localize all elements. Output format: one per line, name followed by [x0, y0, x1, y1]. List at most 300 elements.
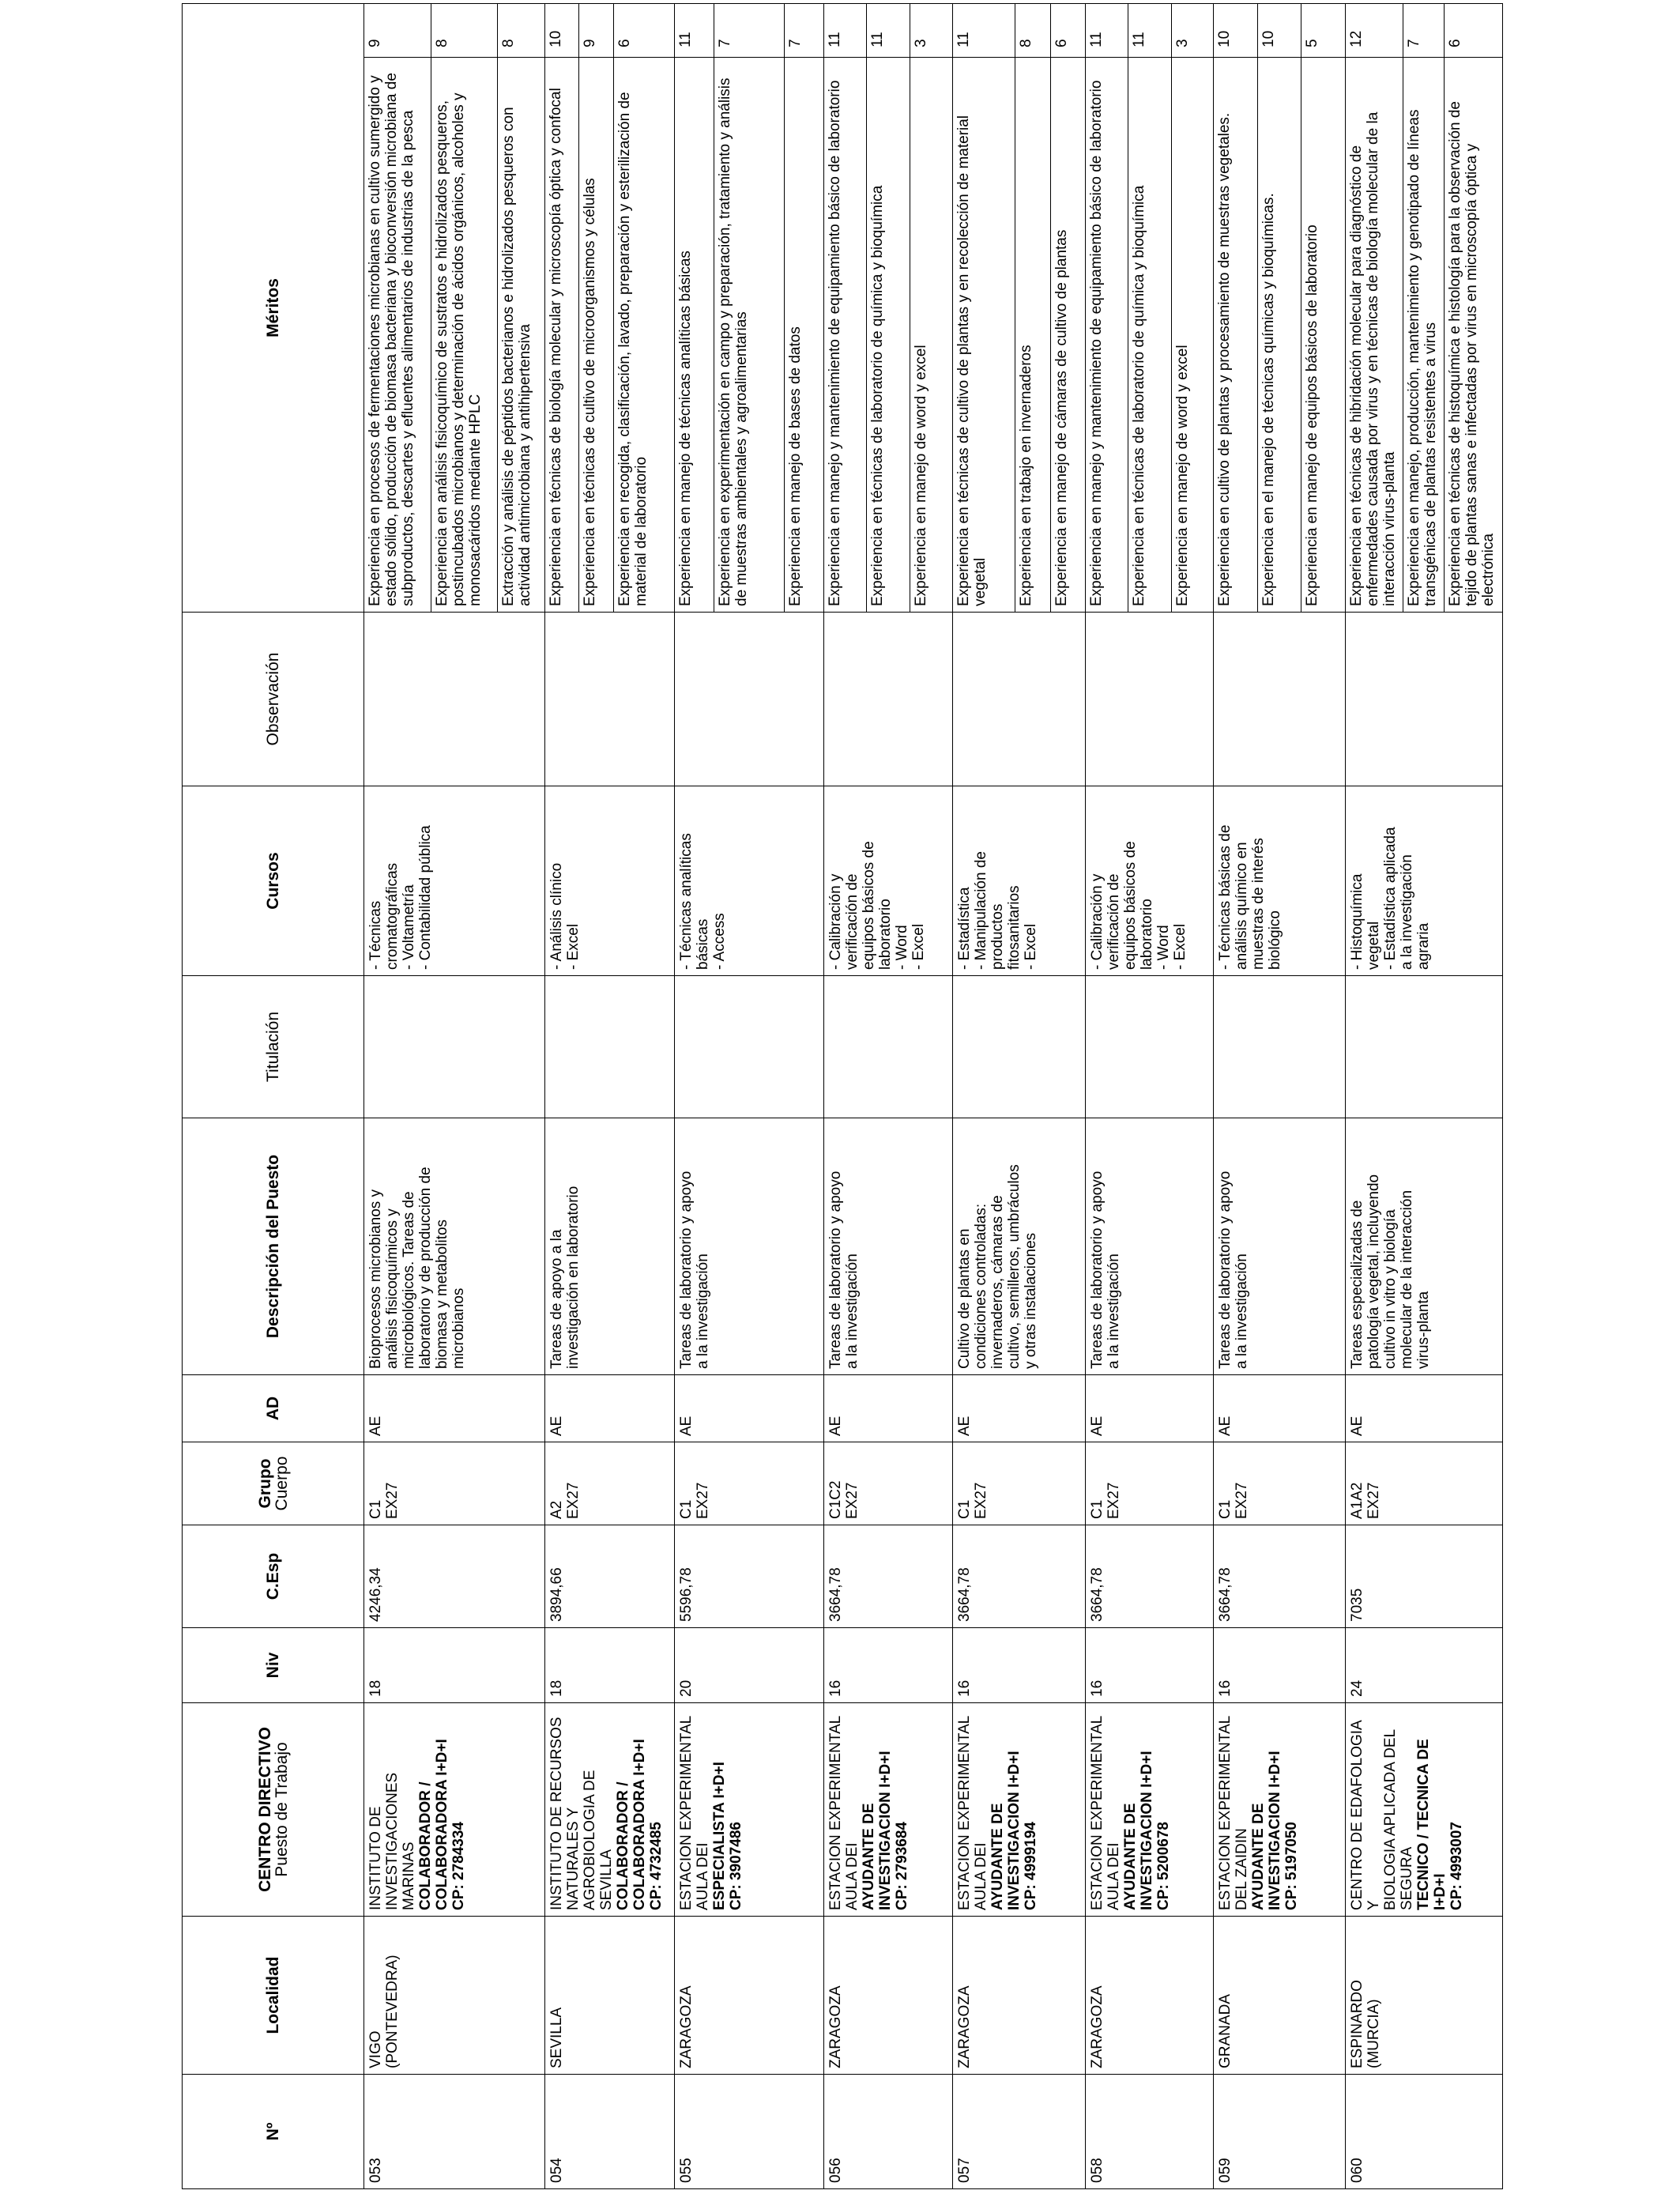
curso-line: básicas	[694, 918, 711, 970]
merito-points: 7	[784, 4, 823, 58]
puesto-line: CP: 4999194	[1023, 1822, 1040, 1910]
cuerpo-value: EX27	[694, 1482, 711, 1519]
curso-line: a la investigación	[1398, 854, 1415, 970]
header-observacion: Observación	[183, 613, 364, 786]
curso-line: - Técnicas básicas de	[1217, 824, 1234, 970]
merito-line: Experiencia en técnicas de cultivo de microorganismos y células	[582, 178, 599, 606]
cursos-cell	[544, 786, 674, 976]
header-grupo	[183, 1442, 364, 1525]
descripcion-line: Cultivo de plantas en	[956, 1228, 974, 1369]
merito-row	[498, 4, 544, 612]
header-ad: AD	[183, 1375, 364, 1442]
merito-line: interacción virus-planta	[1381, 451, 1398, 606]
centro-cell	[1345, 1703, 1502, 1917]
centro-cell	[1214, 1703, 1345, 1917]
merito-line: Experiencia en manejo de word y excel	[1173, 345, 1191, 606]
ad-cell: AE	[674, 1375, 823, 1442]
curso-line: biológico	[1267, 910, 1284, 970]
cursos-cell	[1214, 786, 1345, 976]
grupo-value: C1	[1089, 1499, 1106, 1519]
cursos-cell	[953, 786, 1086, 976]
localidad-cell	[953, 1917, 1086, 2075]
merito-row	[1214, 4, 1257, 612]
curso-line: - Word	[894, 925, 911, 970]
niv-cell: 18	[364, 1628, 545, 1703]
merito-text	[1214, 58, 1257, 613]
cesp-cell: 3664,78	[953, 1525, 1086, 1628]
descripcion-line: condiciones controladas:	[973, 1203, 990, 1369]
merito-line: Experiencia en técnicas de laboratorio de química y bioquímica	[869, 185, 887, 606]
centro-line: AULA DEI	[694, 1842, 711, 1910]
grupo-cell	[1086, 1442, 1214, 1525]
puesto-line: CP: 4993007	[1448, 1822, 1465, 1910]
cursos-cell	[1086, 786, 1214, 976]
descripcion-line: a la investigación	[694, 1253, 711, 1369]
merito-line: Experiencia en el manejo de técnicas químicas y bioquímicas.	[1260, 193, 1277, 606]
meritos-table	[824, 4, 952, 612]
merito-points: 11	[867, 4, 910, 58]
merito-points: 5	[1301, 4, 1345, 58]
descripcion-cell	[824, 1118, 953, 1375]
merito-text	[1128, 58, 1171, 613]
table-row	[674, 4, 823, 2189]
puesto-line: COLABORADOR /	[614, 1781, 631, 1910]
meritos-table	[364, 4, 544, 612]
niv-cell: 16	[1086, 1628, 1214, 1703]
descripcion-cell	[674, 1118, 823, 1375]
merito-text	[1403, 58, 1445, 613]
localidad-line: (PONTEVEDRA)	[384, 1955, 401, 2068]
header-descripcion: Descripción del Puesto	[183, 1118, 364, 1375]
observacion-cell	[1345, 613, 1502, 786]
grupo-value: A2	[548, 1500, 565, 1519]
header-centro	[183, 1703, 364, 1917]
meritos-cell	[1345, 4, 1502, 613]
merito-points: 11	[953, 4, 1015, 58]
curso-line: - Contabilidad pública	[417, 825, 434, 970]
table-row	[544, 4, 674, 2189]
niv-cell: 20	[674, 1628, 823, 1703]
grupo-cell	[544, 1442, 674, 1525]
curso-line: - Análisis clínico	[548, 862, 565, 970]
localidad-line: (MURCIA)	[1365, 1999, 1382, 2068]
niv-cell: 16	[1214, 1628, 1345, 1703]
titulacion-cell	[953, 976, 1086, 1118]
merito-text	[431, 58, 498, 613]
ad-cell: AE	[1214, 1375, 1345, 1442]
merito-points: 9	[579, 4, 614, 58]
curso-line: - Técnicas analíticas	[677, 833, 695, 970]
merito-line: transgénicas de plantas resistentes a virus	[1422, 322, 1440, 606]
merito-row	[1301, 4, 1345, 612]
curso-line: - Calibración y	[1089, 873, 1106, 970]
localidad-line: ESPINARDO	[1348, 1980, 1365, 2068]
row-number: 060	[1345, 2075, 1502, 2189]
merito-line: monosacáridos mediante HPLC	[466, 394, 484, 606]
merito-line: Experiencia en manejo de bases de datos	[786, 326, 804, 606]
puesto-line: AYUDANTE DE	[1250, 1803, 1268, 1910]
merito-points: 6	[1445, 4, 1502, 58]
merito-text	[824, 58, 867, 613]
row-number: 054	[544, 2075, 674, 2189]
curso-line: - Excel	[1023, 923, 1040, 970]
curso-line: fitosanitarios	[1006, 885, 1023, 970]
merito-text	[498, 58, 544, 613]
merito-text	[614, 58, 674, 613]
curso-line: laboratorio	[1139, 899, 1156, 970]
meritos-cell	[1086, 4, 1214, 613]
grupo-value: C1	[956, 1499, 974, 1519]
grupo-cell	[364, 1442, 545, 1525]
merito-line: Experiencia en análisis fisicoquímico de sustratos e hidrolizados pesqueros,	[433, 100, 450, 606]
header-row	[183, 4, 364, 2189]
vacancies-table	[182, 3, 1503, 2189]
descripcion-cell	[544, 1118, 674, 1375]
meritos-table	[675, 4, 823, 612]
meritos-cell	[1214, 4, 1345, 613]
merito-row	[953, 4, 1015, 612]
cursos-cell	[674, 786, 823, 976]
cesp-cell: 5596,78	[674, 1525, 823, 1628]
localidad-line: SEVILLA	[548, 2007, 565, 2068]
merito-row	[1445, 4, 1502, 612]
descripcion-line: Tareas de laboratorio y apoyo	[1217, 1171, 1234, 1369]
merito-line: actividad antimicrobiana y antihipertensiva	[517, 324, 534, 606]
ad-cell: AE	[953, 1375, 1086, 1442]
merito-line: Experiencia en manejo de técnicas analíticas básicas	[676, 251, 694, 606]
centro-cell	[953, 1703, 1086, 1917]
merito-row	[1257, 4, 1301, 612]
curso-line: equipos básicos de	[861, 841, 878, 970]
centro-line: CENTRO DE EDAFOLOGIA Y	[1348, 1721, 1382, 1910]
curso-line: equipos básicos de	[1122, 841, 1139, 970]
merito-line: estado sólido, producción de biomasa bacteriana y bioconversión microbiana de	[383, 73, 400, 606]
grupo-value: C1	[1217, 1499, 1234, 1519]
merito-points: 11	[1086, 4, 1128, 58]
niv-cell: 24	[1345, 1628, 1502, 1703]
descripcion-cell	[1086, 1118, 1214, 1375]
puesto-line: CP: 5197050	[1283, 1822, 1301, 1910]
cursos-cell	[824, 786, 953, 976]
row-number: 059	[1214, 2075, 1345, 2189]
puesto-line: INVESTIGACION I+D+I	[1139, 1751, 1156, 1910]
merito-line: postincubados microbianos y determinación de ácidos orgánicos, alcoholes y	[450, 92, 467, 606]
merito-line: Experiencia en manejo y mantenimiento de equipamiento básico de laboratorio	[1088, 80, 1106, 606]
descripcion-line: a la investigación	[1234, 1253, 1251, 1369]
centro-line: AULA DEI	[1106, 1842, 1123, 1910]
curso-line: verificación de	[1106, 873, 1123, 970]
localidad-line: ZARAGOZA	[956, 1985, 974, 2068]
centro-line: INVESTIGACIONES MARINAS	[384, 1772, 417, 1910]
centro-line: ESTACION EXPERIMENTAL	[677, 1715, 695, 1910]
merito-points: 8	[431, 4, 498, 58]
localidad-line: ZARAGOZA	[677, 1985, 695, 2068]
puesto-line: INVESTIGACION I+D+I	[1006, 1751, 1023, 1910]
curso-line: - Word	[1155, 925, 1173, 970]
descripcion-line: cultivo, semilleros, umbráculos	[1006, 1164, 1023, 1369]
descripcion-cell	[1345, 1118, 1502, 1375]
merito-points: 10	[545, 4, 579, 58]
merito-row	[364, 4, 431, 612]
cuerpo-value: EX27	[1365, 1482, 1382, 1519]
header-cursos: Cursos	[183, 786, 364, 976]
descripcion-line: Tareas de laboratorio y apoyo	[1089, 1171, 1106, 1369]
centro-cell	[364, 1703, 545, 1917]
cuerpo-value: EX27	[1234, 1482, 1251, 1519]
merito-text	[867, 58, 910, 613]
localidad-line: VIGO	[367, 2030, 384, 2068]
merito-row	[1403, 4, 1445, 612]
localidad-line: ZARAGOZA	[1089, 1985, 1106, 2068]
cesp-cell: 3894,66	[544, 1525, 674, 1628]
row-number: 057	[953, 2075, 1086, 2189]
titulacion-cell	[1345, 976, 1502, 1118]
row-number: 055	[674, 2075, 823, 2189]
localidad-cell	[544, 1917, 674, 2075]
centro-cell	[824, 1703, 953, 1917]
curso-line: análisis químico en	[1234, 842, 1251, 970]
header-num: Nº	[183, 2075, 364, 2189]
merito-line: enfermedades causada por virus y en técnicas de biología molecular de la	[1364, 111, 1381, 606]
table-body	[364, 4, 1503, 2189]
curso-line: verificación de	[844, 873, 861, 970]
observacion-cell	[1086, 613, 1214, 786]
merito-row	[824, 4, 867, 612]
descripcion-cell	[953, 1118, 1086, 1375]
descripcion-line: Tareas de apoyo a la	[548, 1229, 565, 1369]
curso-line: - Calibración y	[827, 873, 845, 970]
meritos-cell	[364, 4, 545, 613]
descripcion-line: Tareas de laboratorio y apoyo	[677, 1171, 695, 1369]
centro-line: INSTITUTO DE	[367, 1806, 384, 1910]
observacion-cell	[364, 613, 545, 786]
merito-row	[1015, 4, 1050, 612]
observacion-cell	[544, 613, 674, 786]
merito-row	[614, 4, 674, 612]
merito-points: 3	[1171, 4, 1213, 58]
merito-points: 11	[1128, 4, 1171, 58]
niv-cell: 16	[953, 1628, 1086, 1703]
titulacion-cell	[824, 976, 953, 1118]
centro-line: AGROBIOLOGIA DE SEVILLA	[581, 1770, 615, 1910]
cursos-cell	[1345, 786, 1502, 976]
meritos-cell	[824, 4, 953, 613]
puesto-line: CP: 5200678	[1155, 1822, 1173, 1910]
curso-line: - Manipulación de	[973, 851, 990, 970]
meritos-table	[953, 4, 1085, 612]
descripcion-line: a la investigación	[1106, 1253, 1123, 1369]
merito-line: tejido de plantas sanas e infectadas por virus en microscopía óptica y	[1463, 143, 1481, 606]
header-niv: Niv	[183, 1628, 364, 1703]
meritos-cell	[544, 4, 674, 613]
merito-text	[1257, 58, 1301, 613]
merito-points: 7	[714, 4, 784, 58]
puesto-line: COLABORADORA I+D+I	[434, 1739, 450, 1910]
merito-row	[867, 4, 910, 612]
cesp-cell: 3664,78	[824, 1525, 953, 1628]
ad-cell: AE	[544, 1375, 674, 1442]
merito-points: 11	[675, 4, 714, 58]
cuerpo-value: EX27	[973, 1482, 990, 1519]
merito-line: vegetal	[972, 557, 989, 606]
ad-cell: AE	[364, 1375, 545, 1442]
puesto-line: COLABORADORA I+D+I	[631, 1739, 648, 1910]
merito-text	[1445, 58, 1502, 613]
meritos-table	[1346, 4, 1502, 612]
puesto-line: COLABORADOR /	[417, 1781, 434, 1910]
row-number: 058	[1086, 2075, 1214, 2189]
curso-line: vegetal	[1365, 921, 1382, 970]
merito-line: material de laboratorio	[633, 456, 650, 606]
merito-row	[1171, 4, 1213, 612]
curso-line: agraria	[1414, 922, 1432, 970]
merito-row	[784, 4, 823, 612]
merito-line: Extracción y análisis de péptidos bacterianos e hidrolizados pesqueros con	[500, 107, 518, 606]
merito-points: 6	[1050, 4, 1085, 58]
centro-line: BIOLOGIA APLICADA DEL	[1381, 1728, 1399, 1910]
puesto-line: CP: 2784334	[450, 1822, 467, 1910]
grupo-cell	[953, 1442, 1086, 1525]
centro-line: ESTACION EXPERIMENTAL	[827, 1715, 845, 1910]
observacion-cell	[674, 613, 823, 786]
merito-line: Experiencia en técnicas de histoquímica e histología para la observación de	[1447, 101, 1464, 606]
header-localidad: Localidad	[183, 1917, 364, 2075]
descripcion-line: laboratorio y de producción de	[417, 1167, 434, 1369]
table-row	[953, 4, 1086, 2189]
titulacion-cell	[674, 976, 823, 1118]
centro-line: AULA DEI	[973, 1842, 990, 1910]
centro-cell	[544, 1703, 674, 1917]
centro-line: INSTITUTO DE RECURSOS	[548, 1717, 565, 1910]
grupo-value: C1C2	[827, 1480, 845, 1519]
descripcion-line: microbiológicos. Tareas de	[401, 1191, 417, 1369]
cuerpo-value: EX27	[384, 1482, 401, 1519]
descripcion-cell	[364, 1118, 545, 1375]
curso-line: - Técnicas	[367, 900, 384, 970]
puesto-line: TECNICO / TECNICA DE I+D+I	[1414, 1739, 1448, 1910]
merito-text	[714, 58, 784, 613]
curso-line: - Access	[710, 913, 728, 970]
ad-cell: AE	[1345, 1375, 1502, 1442]
merito-line: Experiencia en manejo de cámaras de cultivo de plantas	[1053, 229, 1070, 606]
curso-line: - Voltametría	[401, 884, 417, 970]
meritos-table	[1086, 4, 1213, 612]
table-row	[1345, 4, 1502, 2189]
merito-text	[953, 58, 1015, 613]
descripcion-line: molecular de la interacción	[1398, 1189, 1415, 1369]
merito-text	[364, 58, 431, 613]
merito-row	[545, 4, 579, 612]
descripcion-line: Tareas especializadas de	[1348, 1200, 1365, 1369]
descripcion-cell	[1214, 1118, 1345, 1375]
centro-line: SEGURA	[1398, 1846, 1415, 1910]
descripcion-line: cultivo in vitro y biología	[1381, 1209, 1399, 1369]
niv-cell: 18	[544, 1628, 674, 1703]
merito-line: Experiencia en manejo de word y excel	[912, 345, 929, 606]
descripcion-line: patología vegetal, incluyendo	[1365, 1174, 1382, 1369]
merito-line: Experiencia en cultivo de plantas y procesamiento de muestras vegetales.	[1216, 112, 1234, 606]
titulacion-cell	[364, 976, 545, 1118]
descripcion-line: Tareas de laboratorio y apoyo	[827, 1171, 845, 1369]
puesto-line: CP: 4732485	[647, 1822, 665, 1910]
ad-cell: AE	[1086, 1375, 1214, 1442]
meritos-table	[545, 4, 674, 612]
meritos-table	[1214, 4, 1344, 612]
titulacion-cell	[544, 976, 674, 1118]
merito-row	[1346, 4, 1403, 612]
header-centro-line2: Puesto de Trabajo	[272, 1742, 291, 1877]
cesp-cell: 3664,78	[1086, 1525, 1214, 1628]
table-row	[1214, 4, 1345, 2189]
header-titulacion: Titulación	[183, 976, 364, 1118]
puesto-line: INVESTIGACION I+D+I	[877, 1751, 895, 1910]
merito-text	[784, 58, 823, 613]
niv-cell: 16	[824, 1628, 953, 1703]
merito-line: de muestras ambientales y agroalimentarias	[733, 311, 750, 606]
header-cesp: C.Esp	[183, 1525, 364, 1628]
curso-line: cromatográficas	[384, 862, 401, 970]
merito-row	[714, 4, 784, 612]
row-number: 053	[364, 2075, 545, 2189]
merito-line: subproductos, descartes y efluentes alimentarios de industrias de la pesca	[400, 110, 416, 606]
merito-line: Experiencia en manejo y mantenimiento de equipamiento básico de laboratorio	[827, 80, 844, 606]
merito-row	[1128, 4, 1171, 612]
cesp-cell: 3664,78	[1214, 1525, 1345, 1628]
descripcion-line: análisis fisicoquímicos y	[384, 1208, 401, 1369]
merito-line: Experiencia en experimentación en campo y preparación, tratamiento y análisis	[716, 77, 733, 606]
descripcion-line: y otras instalaciones	[1023, 1232, 1040, 1369]
merito-line: Experiencia en técnicas de laboratorio de química y bioquímica	[1131, 185, 1148, 606]
centro-line: DEL ZAIDIN	[1234, 1828, 1251, 1910]
merito-text	[1015, 58, 1050, 613]
centro-line: AULA DEI	[844, 1842, 861, 1910]
merito-row	[1086, 4, 1128, 612]
ad-cell: AE	[824, 1375, 953, 1442]
descripcion-line: a la investigación	[844, 1253, 861, 1369]
curso-line: - Excel	[564, 923, 582, 970]
observacion-cell	[824, 613, 953, 786]
merito-text	[1050, 58, 1085, 613]
puesto-line: INVESTIGACION I+D+I	[1267, 1751, 1284, 1910]
header-grupo-line2: Cuerpo	[272, 1456, 291, 1511]
merito-text	[910, 58, 952, 613]
merito-text	[1346, 58, 1403, 613]
merito-row	[431, 4, 498, 612]
merito-text	[1171, 58, 1213, 613]
merito-points: 3	[910, 4, 952, 58]
grupo-cell	[1345, 1442, 1502, 1525]
meritos-cell	[674, 4, 823, 613]
merito-points: 10	[1214, 4, 1257, 58]
puesto-line: ESPECIALISTA I+D+I	[710, 1762, 728, 1910]
merito-points: 6	[614, 4, 674, 58]
header-grupo-line1: Grupo	[255, 1458, 274, 1509]
merito-row	[579, 4, 614, 612]
merito-line: Experiencia en técnicas de biología molecular y microscopía óptica y confocal	[547, 88, 564, 606]
titulacion-cell	[1086, 976, 1214, 1118]
localidad-cell	[824, 1917, 953, 2075]
cesp-cell: 4246,34	[364, 1525, 545, 1628]
row-number: 056	[824, 2075, 953, 2189]
curso-line: - Excel	[1172, 923, 1189, 970]
merito-text	[545, 58, 579, 613]
merito-points: 10	[1257, 4, 1301, 58]
curso-line: laboratorio	[877, 899, 895, 970]
grupo-cell	[674, 1442, 823, 1525]
localidad-cell	[364, 1917, 545, 2075]
grupo-cell	[824, 1442, 953, 1525]
centro-cell	[674, 1703, 823, 1917]
